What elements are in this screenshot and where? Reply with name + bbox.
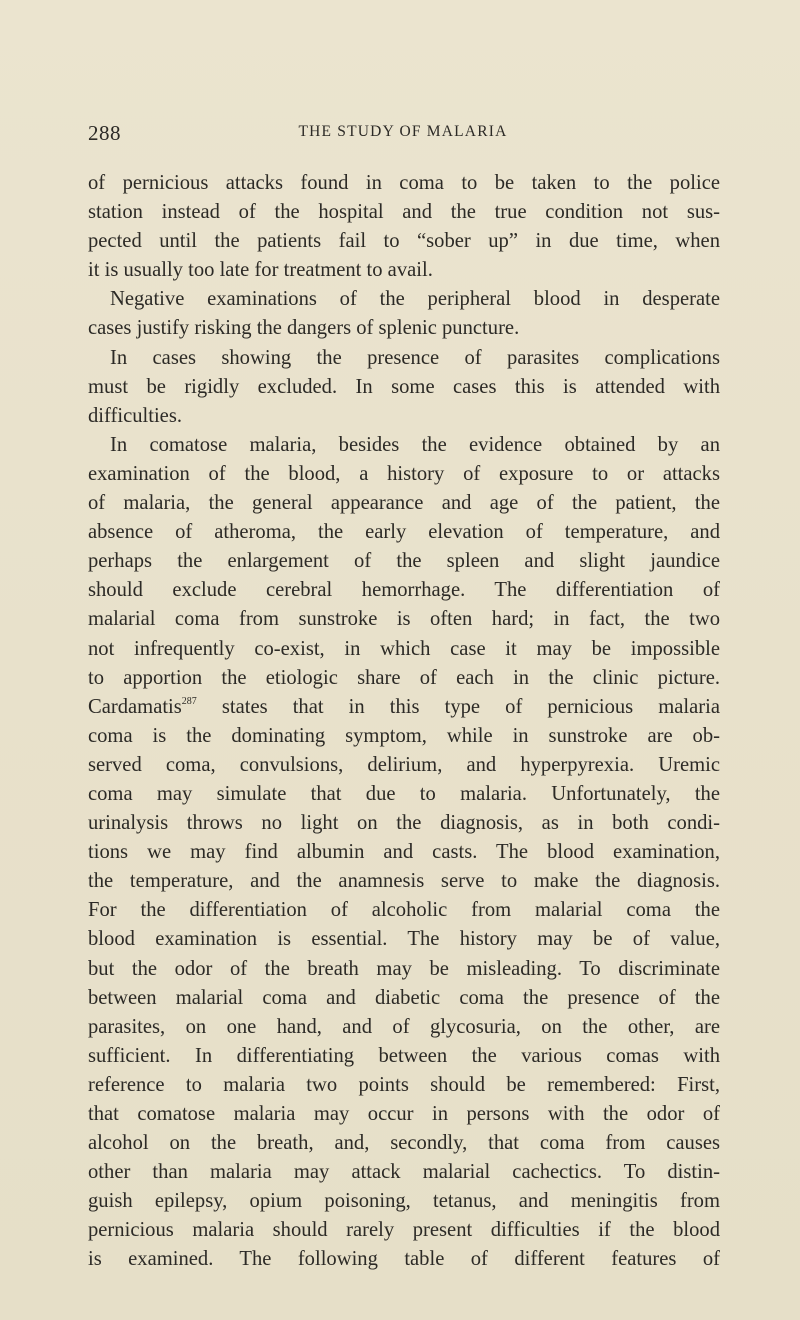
text-line: is examined. The following table of different features of [88,1248,720,1271]
text-line: alcohol on the breath, and, secondly, that coma from causes [88,1132,720,1155]
text-line: In cases showing the presence of parasites complications [110,346,720,369]
text-line: Negative examinations of the peripheral blood in desperate [110,288,720,311]
text-line: absence of atheroma, the early elevation of temperature, and [88,521,720,544]
text-line: examination of the blood, a history of exposure to or attacks [88,462,720,485]
text-line: pernicious malaria should rarely present difficulties if the blood [88,1219,720,1242]
text-line: it is usually too late for treatment to avail. [88,259,433,282]
text-line: served coma, convulsions, delirium, and hyperpyrexia. Uremic [88,753,720,776]
footnote-reference: 287 [181,695,197,707]
text-line: not infrequently co-exist, in which case it may be impossible [88,637,720,660]
text-line: of malaria, the general appearance and age of the patient, the [88,492,720,515]
text-line: parasites, on one hand, and of glycosuria, on the other, are [88,1015,720,1038]
citation-author: Cardamatis [88,695,182,718]
text-line: guish epilepsy, opium poisoning, tetanus, and meningitis from [88,1190,720,1213]
text-line: the temperature, and the anamnesis serve to make the diagnosis. [88,870,720,893]
text-line: must be rigidly excluded. In some cases this is attended with [88,375,720,398]
text-line: between malarial coma and diabetic coma the presence of the [88,986,720,1009]
text-line: In comatose malaria, besides the evidence obtained by an [110,433,720,456]
text-line: station instead of the hospital and the true condition not sus- [88,201,720,224]
text-line: perhaps the enlargement of the spleen and slight jaundice [88,550,720,573]
text-line: malarial coma from sunstroke is often hard; in fact, the two [88,608,720,631]
text-line: tions we may find albumin and casts. The blood examination, [88,841,720,864]
text-line-with-citation [88,693,720,722]
text-line: difficulties. [88,404,182,427]
text-line: pected until the patients fail to “sober up” in due time, when [88,230,720,253]
text-line: to apportion the etiologic share of each in the clinic picture. [88,666,720,689]
page-number: 288 [88,121,121,145]
text-line: sufficient. In differentiating between the various comas with [88,1044,720,1067]
text-line: coma may simulate that due to malaria. Unfortunately, the [88,782,720,805]
body-text [88,169,720,1275]
text-line: should exclude cerebral hemorrhage. The differentiation of [88,579,720,602]
text-line: cases justify risking the dangers of splenic puncture. [88,317,520,340]
running-title: THE STUDY OF MALARIA [298,123,508,140]
text-line: but the odor of the breath may be misleading. To discriminate [88,957,720,980]
text-line: urinalysis throws no light on the diagnosis, as in both condi- [88,812,720,835]
text-line: blood examination is essential. The history may be of value, [88,928,720,951]
running-head [88,121,718,145]
text-line: of pernicious attacks found in coma to be taken to the police [88,172,720,194]
text-line: other than malaria may attack malarial cachectics. To distin- [88,1161,720,1184]
text-line: that comatose malaria may occur in persons with the odor of [88,1103,720,1125]
citation-continuation: states that in this type of pernicious malaria [196,695,720,718]
text-line: For the differentiation of alcoholic from malarial coma the [88,899,720,922]
text-line: reference to malaria two points should be remembered: First, [88,1073,720,1096]
text-line: coma is the dominating symptom, while in sunstroke are ob- [88,724,720,747]
